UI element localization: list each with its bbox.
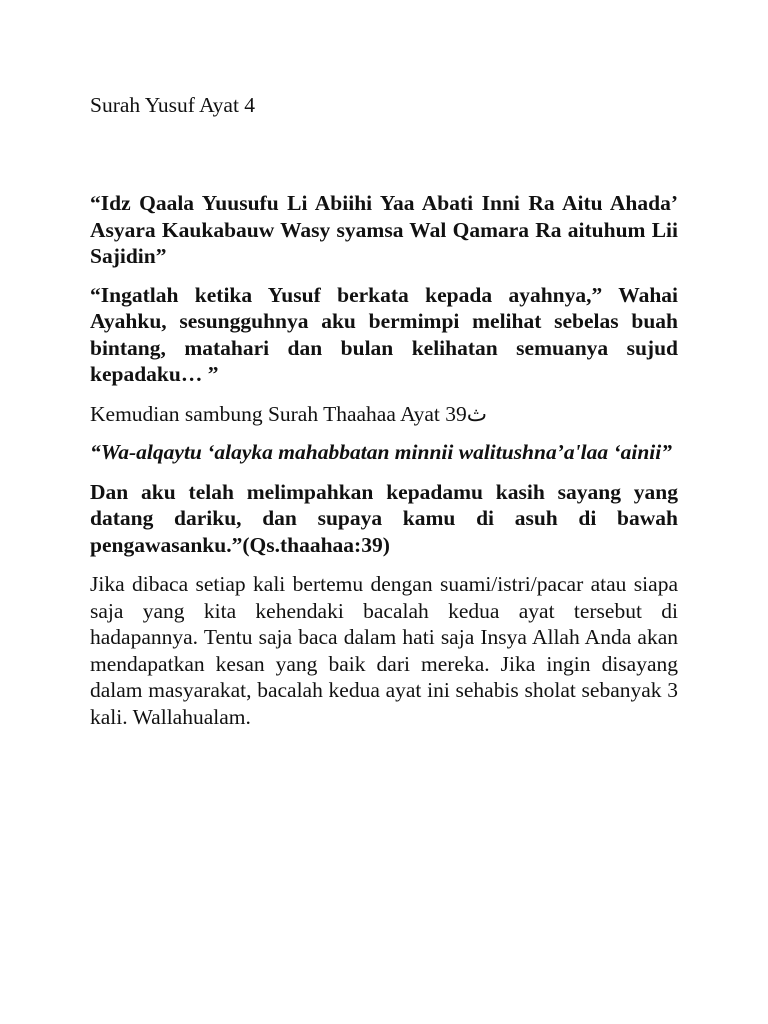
translation-yusuf: “Ingatlah ketika Yusuf berkata kepada ayahnya,” Wahai Ayahku, sesungguhnya aku bermimpi melihat sebelas buah bintang, matahari dan bulan kelihatan semuanya sujud kepadaku… ” [90,282,678,386]
document-title: Surah Yusuf Ayat 4 [90,93,256,117]
document-page [90,92,678,730]
instructions-paragraph: Jika dibaca setiap kali bertemu dengan suami/istri/pacar atau siapa saja yang kita kehendaki bacalah kedua ayat tersebut di hadapannya. Tentu saja baca dalam hati saja Insya Allah Anda akan mendapatkan kesan yang baik dari mereka. Jika ingin disayang dalam masyarakat, bacalah kedua ayat ini sehabis sholat sebanyak 3 kali. Wallahualam. [90,572,678,729]
transliteration-thaahaa: “Wa-alqaytu ‘alayka mahabbatan minnii walitushna’a'laa ‘ainii” [90,440,672,464]
transliteration-yusuf: “Idz Qaala Yuusufu Li Abiihi Yaa Abati Inni Ra Aitu Ahada’ Asyara Kaukabauw Wasy syamsa Wal Qamara Ra aituhum Lii Sajidin” [90,191,678,268]
translation-thaahaa: Dan aku telah melimpahkan kepadamu kasih sayang yang datang dariku, dan supaya kamu di asuh di bawah pengawasanku.”(Qs.thaahaa:39) [90,479,678,557]
continuation-line: Kemudian sambung Surah Thaahaa Ayat 39ث [90,401,488,426]
